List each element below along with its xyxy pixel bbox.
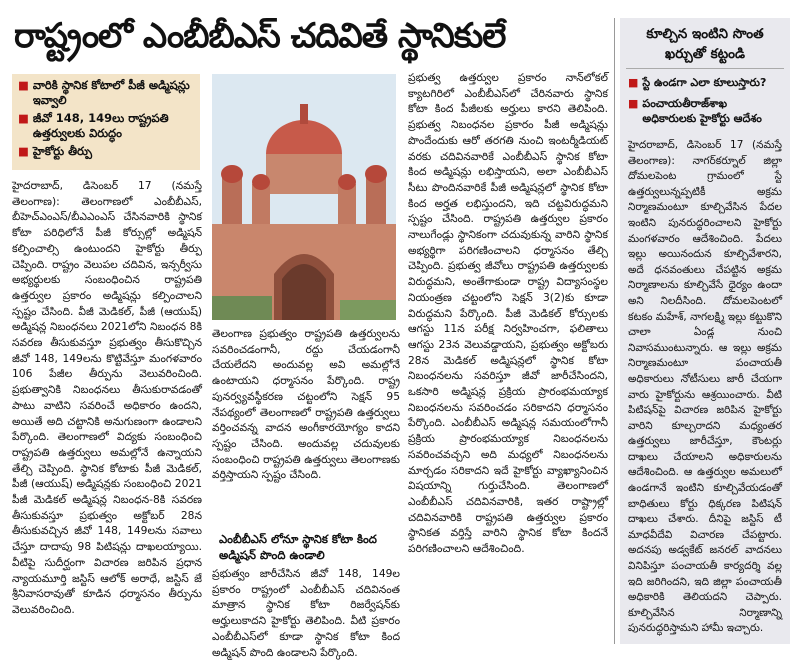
column-2b-text: ప్రభుత్వం జారీచేసిన జీవో 148, 149ల ప్రకారం రాష్ట్రంలో ఎంబీబీఎస్ చదివినంత మాత్రాన స్థానిక కోటా రిజర్వేషన్‌కు అర్హులుకాదని హైకోర్టు తెలిపింది. వీటి ప్రకారం ఎంబీబీఎస్‌లో కూడా స్థానిక కోటా కింద అడ్మిషన్ పొంది ఉండాలని పేర్కొంది. xyxy=(212,567,400,659)
highlights-box xyxy=(12,74,200,170)
highlight-item xyxy=(18,111,194,141)
side-highlight-text: పంచాయతీరాజ్‌శాఖ అధికారులకు హైకోర్టు ఆదేశం xyxy=(642,97,762,125)
highlight-text: హైకోర్టు తీర్పు xyxy=(32,144,93,158)
highlight-item xyxy=(18,144,194,159)
highlight-text: వారికి స్థానిక కోటాలో పీజీ అడ్మిషన్లు ఇవ్వాలి xyxy=(32,78,190,107)
side-highlight-text: స్టే ఉండగా ఎలా కూలుస్తారు? xyxy=(642,76,767,89)
bullet-icon: ■ xyxy=(18,144,29,158)
side-highlight-item xyxy=(628,75,782,90)
article-column-2b xyxy=(212,566,400,659)
article-column-1 xyxy=(12,178,202,644)
column-3-text: ప్రభుత్వ ఉత్తర్వుల ప్రకారం నాన్‌లోకల్ క్యాటగిరిలో ఎంబీబీఎస్‌లో చేరినవారు స్థానిక కోటా కింద పీజీలకు అర్హులు కారని తెలిపింది. ప్రభుత్వ నిబంధనల ప్రకారం పీజీ అడ్మిషన్లు పొందేందుకు ఆరో తరగతి నుంచి ఇంటర్మీడియట్ వరకు చదివినవారికే ఎంబీబీఎస్ స్థానిక కోటా కింద అడ్మిషన్లు లభిస్తాయని, అలా ఎంబీబీఎస్ సీటు పొందినవారికే పీజీ అడ్మిషన్లలో స్థానిక కోటా కింద అర్హత లభిస్తుందని, ఇది చట్టవిరుద్ధమని స్పష్టం చేసింది. రాష్ట్రపతి ఉత్తర్వుల ప్రకారం నాలుగేండ్లు స్థానికంగా చదువుకున్న వారిని స్థానిక అభ్యర్థిగా పరిగణించాలని ధర్మాసనం తేల్చి చెప్పింది. ప్రభుత్వ జీవోలు రాష్ట్రపతి ఉత్తర్వులకు విరుద్ధమని, అంతేగాకుండా రాష్ట్ర విద్యాసంస్థల నియంత్రణ చట్టంలోని సెక్షన్ 3(2)కు కూడా విరుద్ధమని పేర్కొంది. పీజీ మెడికల్ కోర్సులకు ఆగస్టు 11న పరీక్ష నిర్వహించగా, ఫలితాలు ఆగస్టు 23న వెలువడ్డాయని, ప్రభుత్వం అక్టోబరు 28న మెడికల్ అడ్మిషన్లలో స్థానిక కోటా నిబంధనలను సవరిస్తూ జీవో జారీచేసిందని, ఒకసారి అడ్మిషన్ల ప్రక్రియ ప్రారంభమయ్యాక నిబంధనలను సవరించడం సరికాదని ధర్మాసనం పేర్కొంది. ఎంబీబీఎస్ అడ్మిషన్ల సమయంలోగానీ ప్రక్రియ ప్రారంభమయ్యాక నిబంధనలను సవరించవచ్చని అది మధ్యలో నిబంధనలను మార్చడం సరికాదని ఇదే హైకోర్టు వ్యాఖ్యానించిన విషయాన్ని గుర్తుచేసింది. తెలంగాణలో ఎంబీబీఎస్ చదివినవారికి, ఇతర రాష్ట్రాల్లో చదివినవారికి రాష్ట్రపతి ఉత్తర్వుల ప్రకారం స్థానికత వర్తిస్తే వారిని స్థానిక కోటా కిందనే పరిగణించాలని ఆదేశించింది. xyxy=(408,71,608,556)
column-divider xyxy=(614,18,615,644)
column-2-text: తెలంగాణ ప్రభుత్వం రాష్ట్రపతి ఉత్తర్వులను సవరించడంగానీ, రద్దు చేయడంగానీ చేయలేదని అందువల్ల అవి అమల్లోనే ఉంటాయని ధర్మాసనం పేర్కొంది. రాష్ట్ర పునర్వ్యవస్థీకరణ చట్టంలోని సెక్షన్ 95 నేపథ్యంలో తెలంగాణలో రాష్ట్రపతి ఉత్తర్వులు వర్తించవన్న వాదన అంగీకారయోగ్యం కాదని స్పష్టం చేసింది. అందువల్ల చదువులకు సంబంధించి రాష్ట్రపతి ఉత్తర్వులు తెలంగాణకు వర్తిస్తాయని స్పష్టం చేసింది. xyxy=(212,327,400,482)
highlight-text: జీవో 148, 149లు రాష్ట్రపతి ఉత్తర్వులకు విరుద్ధం xyxy=(32,111,169,140)
article-column-3 xyxy=(408,70,608,644)
bullet-icon: ■ xyxy=(628,97,639,110)
high-court-illustration xyxy=(212,74,396,320)
high-court-photo xyxy=(212,74,396,320)
article-headline: రాష్ట్రంలో ఎంబీబీఎస్ చదివితే స్థానికులే xyxy=(14,16,506,56)
side-article-headline: కూల్చిన ఇంటిని సొంత ఖర్చుతో కట్టండి xyxy=(626,18,784,69)
article-column-2 xyxy=(212,326,400,524)
side-article xyxy=(620,18,790,644)
side-highlight-item xyxy=(628,96,782,126)
side-article-body: హైదరాబాద్, డిసెంబర్ 17 (నమస్తే తెలంగాణ): నాగర్‌కర్నూల్ జిల్లా దోమలపెంట గ్రామంలో స్టే ఉత్తర్వులున్నప్పటికీ అక్రమ నిర్మాణమంటూ కూల్చివేసిన పేదల ఇంటిని పునరుద్ధరించాలని హైకోర్టు మంగళవారం ఆదేశించింది. పేదలు ఇల్లు అయినందున కూల్చివేశారని, అదే ధనవంతులు చేపట్టిన అక్రమ నిర్మాణాలను కూల్చివేసే ధైర్యం ఉందా అని నిలదీసింది. దోమలపెంటలో కటకం మహేశ్, నాగలక్ష్మి ఇల్లు కట్టుకొని చాలా ఏండ్ల నుంచి నివాసముంటున్నారు. ఆ ఇల్లు అక్రమ నిర్మాణమంటూ పంచాయతీ అధికారులు నోటీసులు జారీ చేయగా వారు హైకోర్టును ఆశ్రయించారు. వీటి పిటిషన్‌పై విచారణ జరిపిన హైకోర్టు వారిని కూల్చరాదని మధ్యంతర ఉత్తర్వులు జారీచేస్తూ, కౌంటర్లు దాఖలు చేయాలని అధికారులను ఆదేశించింది. ఆ ఉత్తర్వుల అమలులో ఉండగానే ఇంటిని కూల్చివేయడంతో బాధితులు కోర్టు ధిక్కరణ పిటిషన్ దాఖలు చేశారు. దీనిపై జస్టిస్ టీ మాధవీదేవి విచారణ చేపట్టారు. అదనపు అడ్వకేట్ జనరల్ వాదనలు వినిపిస్తూ పంచాయతీ కార్యదర్శి వల్ల ఇది జరిగిందని, ఇది జిల్లా పంచాయతీ అధికారికి తెలియదని చెప్పారు. కూల్చివేసిన నిర్మాణాన్ని పునరుద్ధరిస్తామని హామీ ఇచ్చారు. xyxy=(628,139,782,635)
article-subhead: ఎంబీబీఎస్ లోనూ స్థానిక కోటా కింద అడ్మిషన్ పొంది ఉండాలి xyxy=(219,532,377,562)
column-1-text: హైదరాబాద్, డిసెంబర్ 17 (నమస్తే తెలంగాణ): తెలంగాణలో ఎంబీబీఎస్, బీహెచ్ఎంఎస్/బీఎఎంఎస్ చేసినవారికి స్థానిక కోటా పరిధిలోనే పీజీ కోర్సుల్లో అడ్మిషన్ కల్పించాల్సి ఉంటుందని హైకోర్టు తీర్పు చెప్పింది. రాష్ట్రం వెలుపల చదివిన, ఇన్సర్వీసు అభ్యర్థులకు సంబంధించిన రాష్ట్రపతి ఉత్తర్వుల ప్రకారం అడ్మిషన్లు కల్పించాలని స్పష్టం చేసింది. వీజీ మెడికల్, పీజీ (ఆయుష్) అడ్మిషన్ల నిబంధనలు 2021లోని నిబంధన 8కి సవరణ తీసుకువస్తూ ప్రభుత్వం తీసుకొచ్చిన జీవో 148, 149లను కొట్టివేస్తూ మంగళవారం 106 పేజీల తీర్పును వెలువరించింది. ప్రభుత్వానికి నిబంధనలు తీసుకురావడంతో పాటు వాటిని సవరించే అధికారం ఉందని, అయితే అది చట్టానికి అనుగుణంగా ఉండాలని పేర్కొంది. తెలంగాణలో విద్యకు సంబంధించి రాష్ట్రపతి ఉత్తర్వులు అమల్లోనే ఉన్నాయని తేల్చి చెప్పింది. స్థానిక కోటాకు పీజీ మెడికల్, పీజీ (ఆయుష్) అడ్మిషన్లకు సంబంధించి 2021 పీజీ మెడికల్ అడ్మిషన్ల నిబంధన-8కి సవరణ తీసుకువస్తూ ప్రభుత్వం అక్టోబర్ 28న తీసుకువచ్చిన జీవో 148, 149లను సవాలు చేస్తూ దాదాపు 98 పిటిషన్లు దాఖలయ్యాయి. వీటిపై సుదీర్ఘంగా విచారణ జరిపిన ప్రధాన న్యాయమూర్తి జస్టిస్ ఆలోక్ అరాధే, జస్టిస్ జే శ్రీనివాసరావుతో కూడిన ధర్మాసనం తీర్పును వెలువరించింది. xyxy=(12,179,202,616)
highlight-item xyxy=(18,78,194,108)
bullet-icon: ■ xyxy=(18,78,29,92)
bullet-icon: ■ xyxy=(18,111,29,125)
bullet-icon: ■ xyxy=(628,76,639,89)
